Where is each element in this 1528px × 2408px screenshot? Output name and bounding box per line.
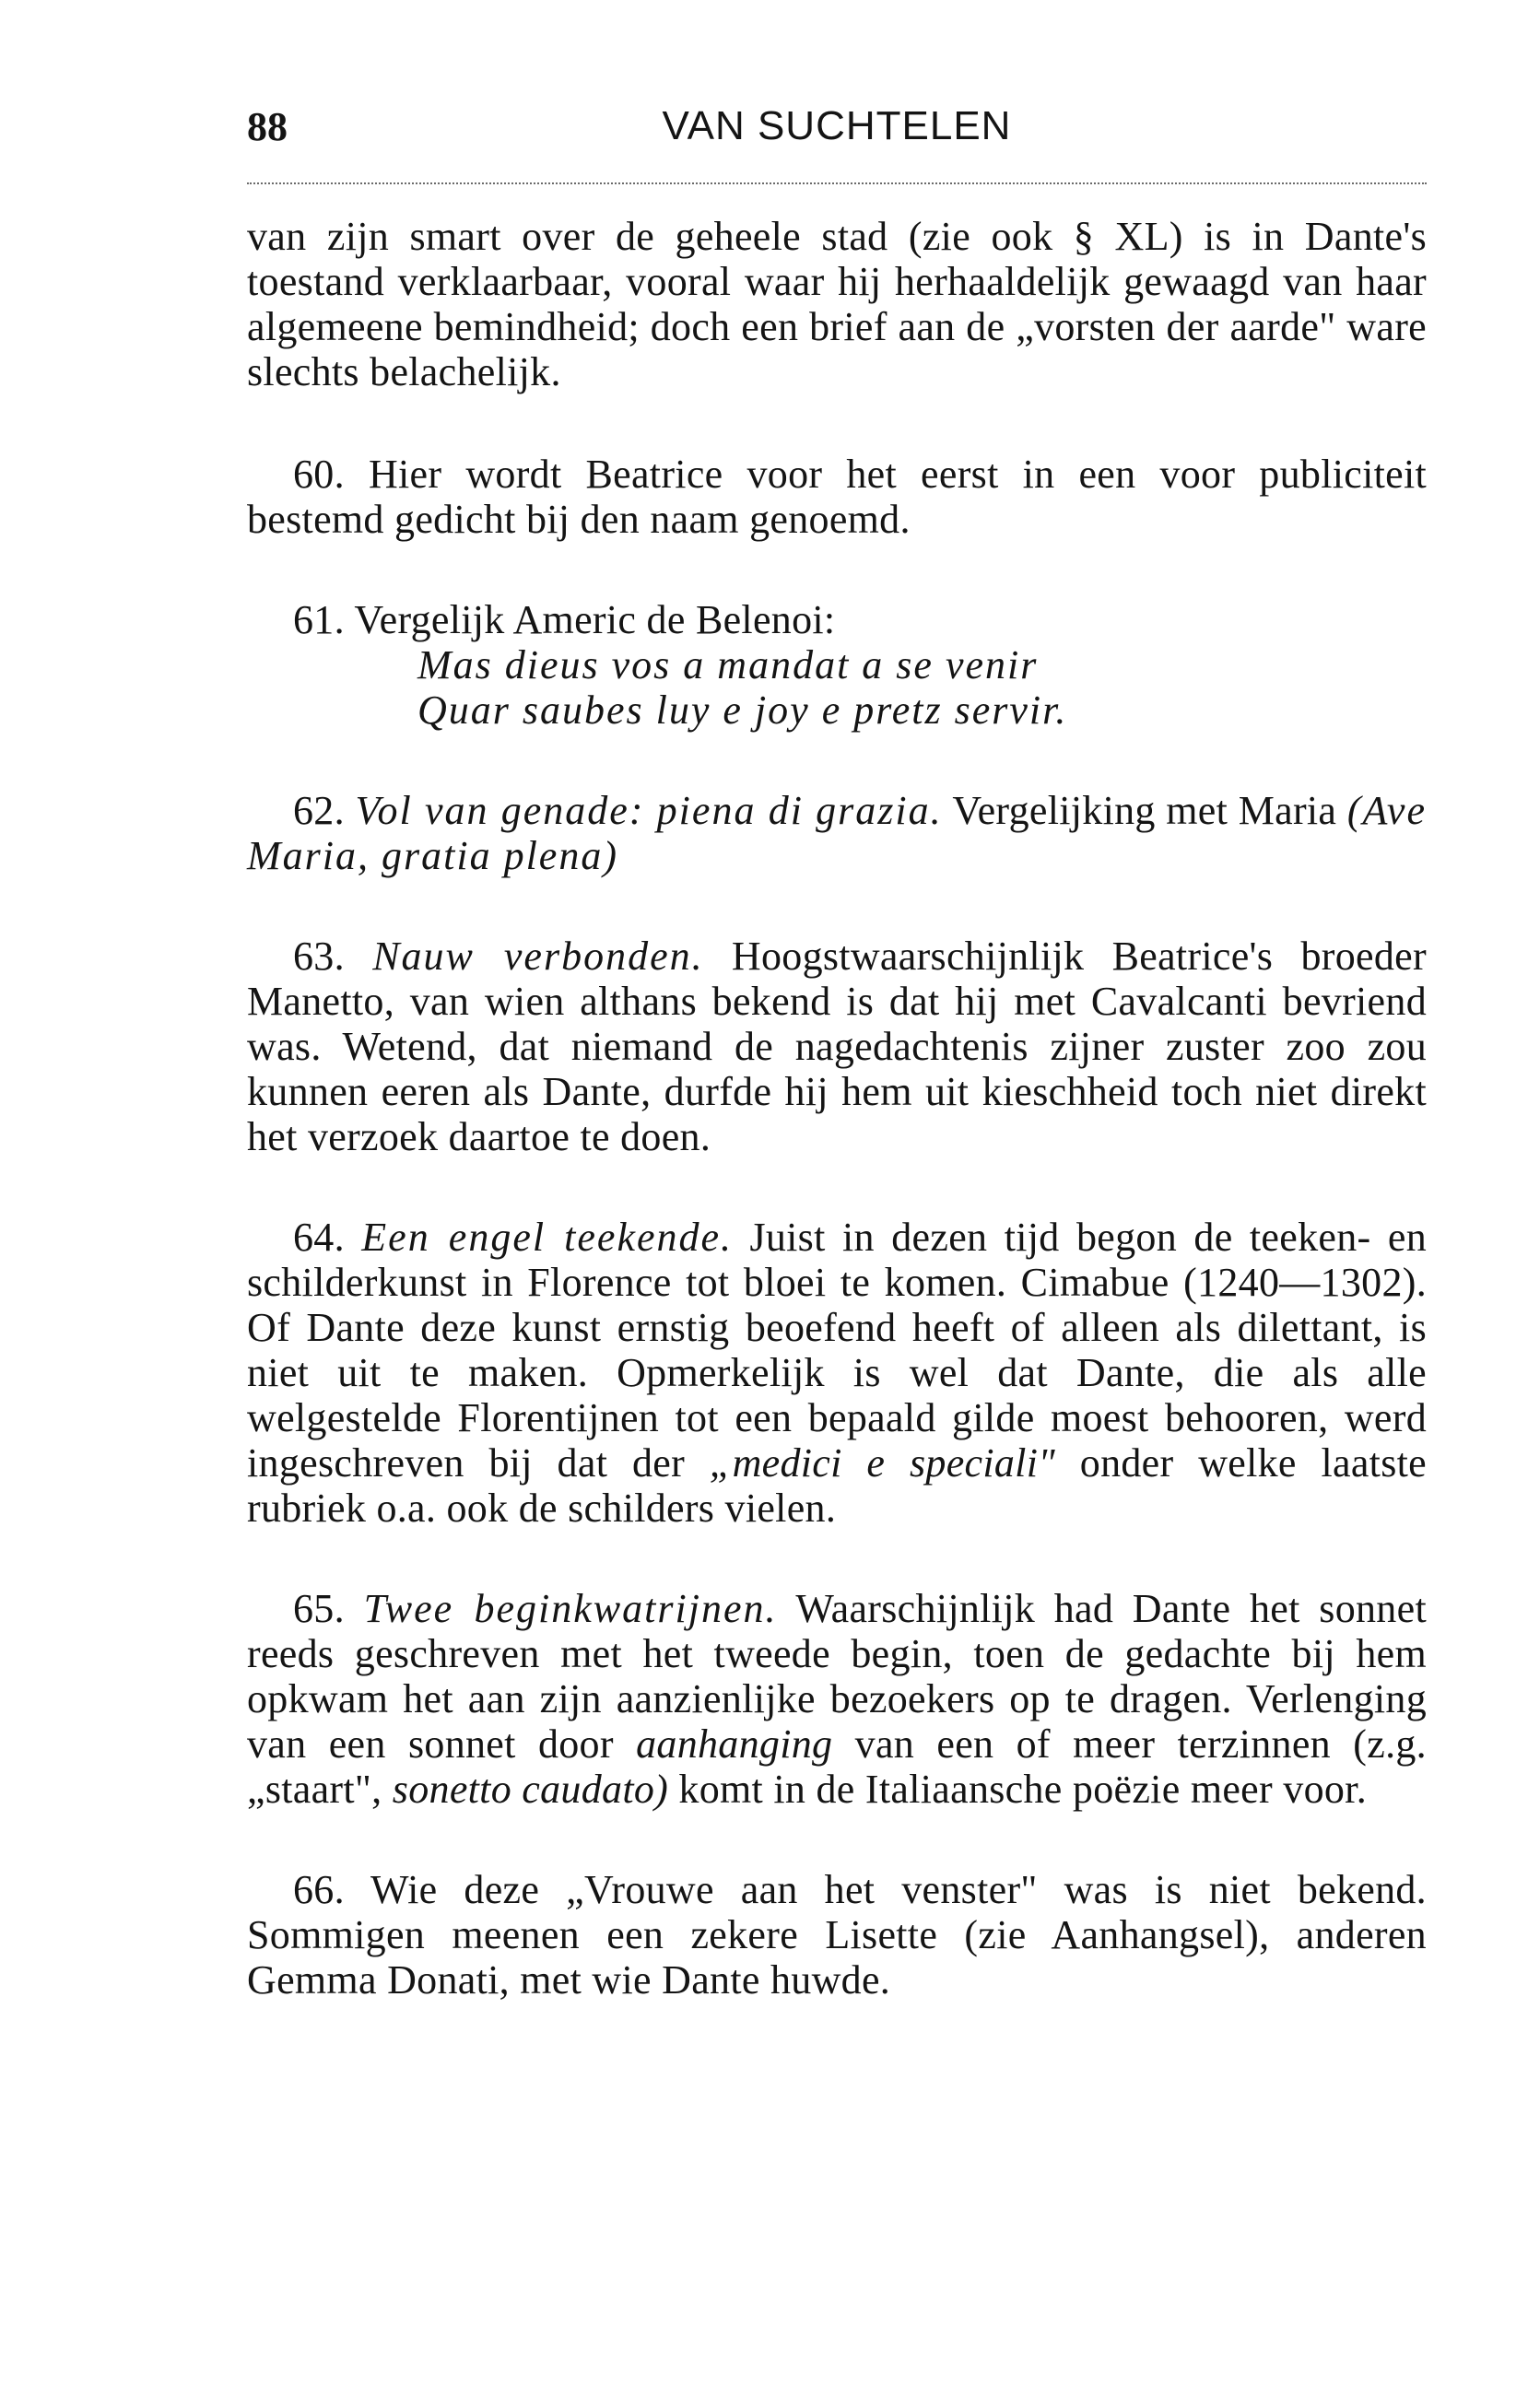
page-header <box>247 103 1427 159</box>
note-66 <box>247 1867 1427 2003</box>
note-61 <box>247 597 1427 733</box>
note-italic: „medici e speciali" <box>709 1440 1056 1486</box>
note-italic: sonetto caudato) <box>392 1767 669 1812</box>
note-text: komt in de Italiaansche poëzie meer voor. <box>678 1767 1367 1812</box>
note-lemma: Een engel teekende. <box>361 1215 734 1260</box>
note-text: Vergelijking met Maria <box>952 788 1337 833</box>
note-62 <box>247 788 1427 878</box>
page-number: 88 <box>247 104 288 149</box>
note-text: Waarschijnlijk had Dante het sonnet reeds geschreven met het tweede begin, toen de gedachte bij hem opkwam het aan zijn aanzienlijke bezoekers op te dragen. Verlenging van een sonnet door <box>247 1586 1427 1767</box>
note-text: Juist in dezen tijd begon de teeken- en schilderkunst in Florence tot bloei te komen. Cimabue (1240—1302). Of Dante deze kunst ernstig beoefend heeft of alleen als dilettant, is niet uit te maken. Opmerkelijk is wel dat Dante, die als alle welgestelde Florentijnen tot een bepaald gilde moest behooren, werd ingeschreven bij dat der <box>247 1215 1427 1486</box>
running-head: VAN SUCHTELEN <box>662 103 1012 148</box>
note-text: van een of meer terzinnen (z.g. „staart", <box>247 1721 1427 1812</box>
note-65 <box>247 1586 1427 1812</box>
note-number: 64. <box>293 1215 345 1260</box>
note-number: 65. <box>293 1586 345 1631</box>
note-text: Wie deze „Vrouwe aan het venster" was is niet bekend. Sommigen meenen een zekere Lisette (zie Aanhangsel), anderen Gemma Donati, met wie Dante huwde. <box>247 1867 1427 2003</box>
note-63 <box>247 934 1427 1159</box>
note-number: 61. <box>293 597 345 642</box>
note-lemma: Twee beginkwatrijnen. <box>363 1586 778 1631</box>
note-text: Vergelijk Americ de Belenoi: <box>354 597 836 642</box>
book-page <box>247 103 1427 2058</box>
note-text: Hier wordt Beatrice voor het eerst in een voor publiciteit bestemd gedicht bij den naam genoemd. <box>247 452 1427 542</box>
note-italic: aanhanging <box>636 1721 833 1767</box>
note-lemma: Nauw verbonden. <box>372 934 704 979</box>
notes-body <box>247 214 1427 2003</box>
note-lemma: Vol van genade: piena di grazia. <box>355 788 943 833</box>
note-italic: (Ave Maria, gratia plena) <box>247 788 1427 878</box>
note-number: 60. <box>293 452 345 497</box>
header-rule <box>247 182 1427 184</box>
verse-line: Quar saubes luy e joy e pretz servir. <box>417 687 1068 733</box>
note-number: 66. <box>293 1867 345 1912</box>
note-number: 63. <box>293 934 345 979</box>
note-text: Hoogstwaarschijnlijk Beatrice's broeder Manetto, van wien althans bekend is dat hij met Cavalcanti bevriend was. Wetend, dat niemand de nagedachtenis zijner zuster zoo zou kunnen eeren als Dante, durfde hij hem uit kieschheid toch niet direkt het verzoek daartoe te doen. <box>247 934 1427 1159</box>
note-text: onder welke laatste rubriek o.a. ook de schilders vielen. <box>247 1440 1427 1531</box>
note-number: 62. <box>293 788 345 833</box>
note-64 <box>247 1215 1427 1531</box>
note-60 <box>247 452 1427 542</box>
continuation-paragraph: van zijn smart over de geheele stad (zie ook § XL) is in Dante's toestand verklaarbaar, vooral waar hij herhaaldelijk gewaagd van haar algemeene bemindheid; doch een brief aan de „vorsten der aarde" ware slechts belachelijk. <box>247 214 1427 394</box>
verse-line: Mas dieus vos a mandat a se venir <box>417 642 1039 687</box>
